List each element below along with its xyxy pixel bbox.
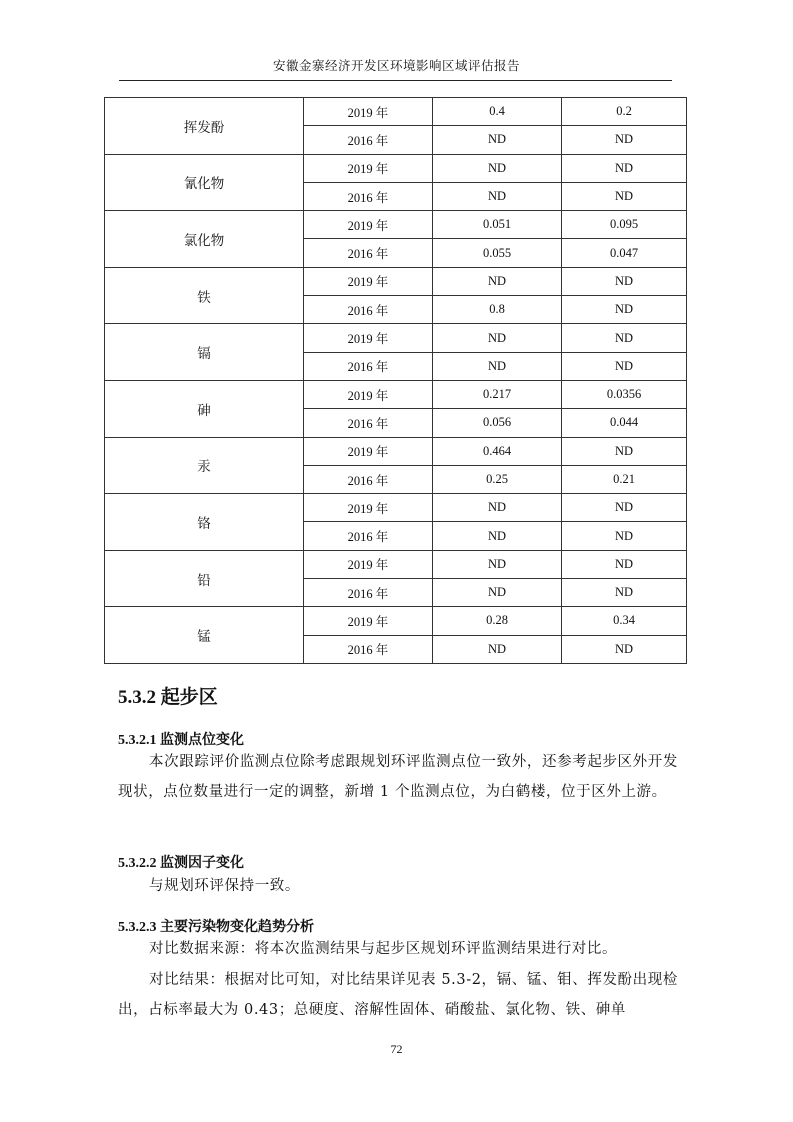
monitoring-comparison-table — [104, 97, 687, 664]
value-cell-b: 0.044 — [562, 409, 687, 437]
year-cell: 2019 年 — [304, 437, 433, 465]
value-cell-b: 0.047 — [562, 239, 687, 267]
subsection-3-paragraph-2: 对比结果：根据对比可知，对比结果详见表 5.3-2，镉、锰、钼、挥发酚出现检出，占标率最大为 0.43；总硬度、溶解性固体、硝酸盐、氯化物、铁、砷单 — [118, 972, 678, 1018]
value-cell-a: ND — [433, 324, 562, 352]
pollutant-name-cell: 砷 — [105, 380, 304, 437]
table-row — [105, 98, 687, 126]
subsection-heading-2: 5.3.2.2 监测因子变化 — [118, 856, 244, 871]
pollutant-name-cell: 铬 — [105, 494, 304, 551]
value-cell-b: ND — [562, 324, 687, 352]
value-cell-b: ND — [562, 352, 687, 380]
year-cell: 2016 年 — [304, 352, 433, 380]
pollutant-name-cell: 挥发酚 — [105, 98, 304, 155]
section-heading: 5.3.2 起步区 — [118, 687, 218, 708]
value-cell-a: ND — [433, 182, 562, 210]
value-cell-a: 0.464 — [433, 437, 562, 465]
table-row — [105, 494, 687, 522]
value-cell-b: 0.095 — [562, 211, 687, 239]
year-cell: 2016 年 — [304, 239, 433, 267]
value-cell-b: ND — [562, 550, 687, 578]
value-cell-b: ND — [562, 267, 687, 295]
value-cell-b: ND — [562, 522, 687, 550]
value-cell-a: ND — [433, 352, 562, 380]
value-cell-b: ND — [562, 635, 687, 663]
value-cell-b: ND — [562, 296, 687, 324]
value-cell-b: 0.34 — [562, 607, 687, 635]
value-cell-a: 0.8 — [433, 296, 562, 324]
value-cell-b: ND — [562, 154, 687, 182]
year-cell: 2019 年 — [304, 324, 433, 352]
page-number: 72 — [390, 1042, 403, 1056]
table-row — [105, 607, 687, 635]
year-cell: 2016 年 — [304, 296, 433, 324]
value-cell-a: 0.217 — [433, 380, 562, 408]
value-cell-b: ND — [562, 579, 687, 607]
year-cell: 2019 年 — [304, 380, 433, 408]
year-cell: 2019 年 — [304, 98, 433, 126]
header-divider — [119, 80, 672, 81]
year-cell: 2019 年 — [304, 211, 433, 239]
pollutant-name-cell: 铁 — [105, 267, 304, 324]
value-cell-b: ND — [562, 437, 687, 465]
table-row — [105, 324, 687, 352]
year-cell: 2016 年 — [304, 409, 433, 437]
pollutant-name-cell: 氯化物 — [105, 211, 304, 268]
subsection-3-paragraph-1: 对比数据来源：将本次监测结果与起步区规划环评监测结果进行对比。 — [149, 941, 618, 957]
value-cell-a: 0.25 — [433, 465, 562, 493]
value-cell-b: ND — [562, 126, 687, 154]
year-cell: 2016 年 — [304, 579, 433, 607]
pollutant-name-cell: 氰化物 — [105, 154, 304, 211]
year-cell: 2019 年 — [304, 607, 433, 635]
table-row — [105, 380, 687, 408]
value-cell-a: 0.28 — [433, 607, 562, 635]
value-cell-a: ND — [433, 126, 562, 154]
table-row — [105, 437, 687, 465]
pollutant-name-cell: 铅 — [105, 550, 304, 607]
year-cell: 2016 年 — [304, 465, 433, 493]
subsection-2-paragraph: 与规划环评保持一致。 — [149, 878, 300, 894]
value-cell-a: ND — [433, 522, 562, 550]
value-cell-a: 0.056 — [433, 409, 562, 437]
pollutant-name-cell: 汞 — [105, 437, 304, 494]
year-cell: 2016 年 — [304, 126, 433, 154]
value-cell-a: ND — [433, 579, 562, 607]
year-cell: 2019 年 — [304, 550, 433, 578]
value-cell-b: 0.2 — [562, 98, 687, 126]
value-cell-a: ND — [433, 154, 562, 182]
subsection-heading-3: 5.3.2.3 主要污染物变化趋势分析 — [118, 920, 314, 935]
table-row — [105, 267, 687, 295]
pollutant-name-cell: 镉 — [105, 324, 304, 381]
year-cell: 2019 年 — [304, 267, 433, 295]
value-cell-a: 0.051 — [433, 211, 562, 239]
year-cell: 2016 年 — [304, 182, 433, 210]
value-cell-a: ND — [433, 267, 562, 295]
value-cell-a: 0.055 — [433, 239, 562, 267]
value-cell-a: ND — [433, 494, 562, 522]
page-header: 安徽金寨经济开发区环境影响区域评估报告 — [272, 58, 520, 73]
value-cell-b: 0.0356 — [562, 380, 687, 408]
year-cell: 2016 年 — [304, 522, 433, 550]
value-cell-a: 0.4 — [433, 98, 562, 126]
table-row — [105, 211, 687, 239]
subsection-heading-1: 5.3.2.1 监测点位变化 — [118, 733, 244, 748]
value-cell-a: ND — [433, 550, 562, 578]
year-cell: 2019 年 — [304, 494, 433, 522]
value-cell-a: ND — [433, 635, 562, 663]
value-cell-b: ND — [562, 182, 687, 210]
table-row — [105, 154, 687, 182]
value-cell-b: ND — [562, 494, 687, 522]
pollutant-name-cell: 锰 — [105, 607, 304, 664]
year-cell: 2016 年 — [304, 635, 433, 663]
subsection-1-paragraph: 本次跟踪评价监测点位除考虑跟规划环评监测点位一致外，还参考起步区外开发现状，点位数量进行一定的调整，新增 1 个监测点位，为白鹤楼，位于区外上游。 — [118, 754, 678, 800]
table-row — [105, 550, 687, 578]
value-cell-b: 0.21 — [562, 465, 687, 493]
year-cell: 2019 年 — [304, 154, 433, 182]
